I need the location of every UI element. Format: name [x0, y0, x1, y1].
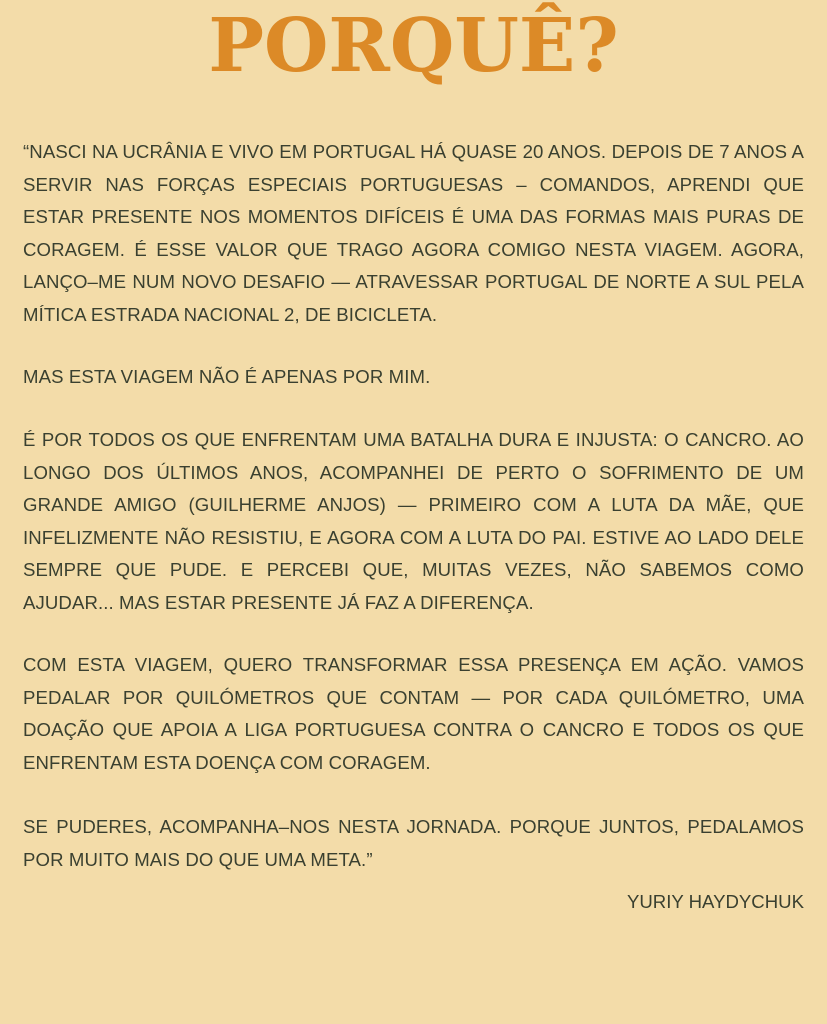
paragraph-cancer-story: É POR TODOS OS QUE ENFRENTAM UMA BATALHA DURA E INJUSTA: O CANCRO. AO LONGO DOS ÚLTIMOS ANOS, ACOMPANHEI DE PERTO O SOFRIMENTO DE UM GRANDE AMIGO (GUILHERME ANJOS) — PRIMEIRO COM A LUTA DA MÃE, QUE INFELIZMENTE NÃO RESISTIU, E AGORA COM A LUTA DO PAI. ESTIVE AO LADO DELE SEMPRE QUE PUDE. E PERCEBI QUE, MUITAS VEZES, NÃO SABEMOS COMO AJUDAR... MAS ESTAR PRESENTE JÁ FAZ A DIFERENÇA. [23, 429, 804, 613]
signature-name: YURIY HAYDYCHUK [626, 891, 804, 912]
page-title: PORQUÊ? [208, 3, 619, 89]
paragraph-not-only-me: MAS ESTA VIAGEM NÃO É APENAS POR MIM. [23, 366, 431, 387]
paragraph-intro: “NASCI NA UCRÂNIA E VIVO EM PORTUGAL HÁ QUASE 20 ANOS. DEPOIS DE 7 ANOS A SERVIR NAS FORÇAS ESPECIAIS PORTUGUESAS – COMANDOS, APRENDI QUE ESTAR PRESENTE NOS MOMENTOS DIFÍCEIS É UMA DAS FORMAS MAIS PURAS DE CORAGEM. É ESSE VALOR QUE TRAGO AGORA COMIGO NESTA VIAGEM. AGORA, LANÇO–ME NUM NOVO DESAFIO — ATRAVESSAR PORTUGAL DE NORTE A SUL PELA MÍTICA ESTRADA NACIONAL 2, DE BICICLETA. [23, 141, 804, 325]
paragraph-call-to-action: SE PUDERES, ACOMPANHA–NOS NESTA JORNADA. PORQUE JUNTOS, PEDALAMOS POR MUITO MAIS DO QUE UMA META.” [23, 816, 804, 870]
paragraph-action: COM ESTA VIAGEM, QUERO TRANSFORMAR ESSA PRESENÇA EM AÇÃO. VAMOS PEDALAR POR QUILÓMETROS QUE CONTAM — POR CADA QUILÓMETRO, UMA DOAÇÃO QUE APOIA A LIGA PORTUGUESA CONTRA O CANCRO E TODOS OS QUE ENFRENTAM ESTA DOENÇA COM CORAGEM. [23, 654, 804, 773]
